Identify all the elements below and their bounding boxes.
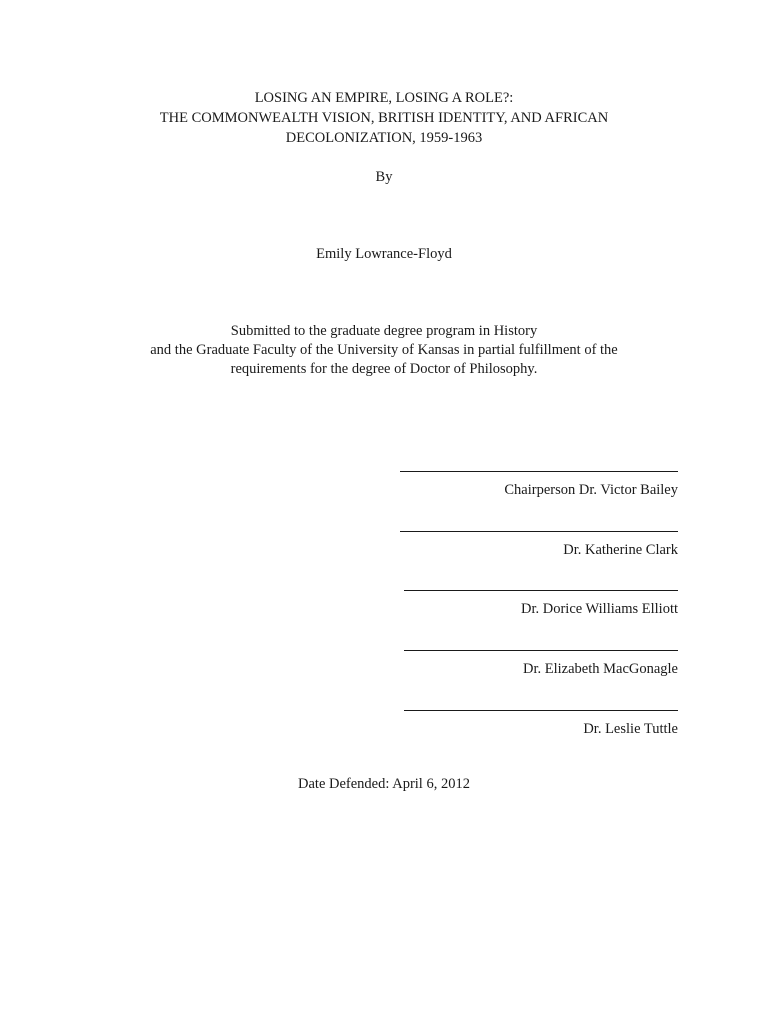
author-name: Emily Lowrance-Floyd — [316, 246, 452, 262]
submission-statement-line-3: requirements for the degree of Doctor of Philosophy. — [230, 361, 538, 377]
thesis-title-line-3: DECOLONIZATION, 1959-1963 — [285, 130, 483, 146]
committee-member-name: Dr. Dorice Williams Elliott — [520, 601, 678, 617]
signature-block-member-3 — [404, 590, 678, 619]
signature-line — [400, 471, 678, 472]
signature-block-member-2 — [400, 531, 678, 560]
thesis-title-line-2: THE COMMONWEALTH VISION, BRITISH IDENTITY, AND AFRICAN — [159, 110, 609, 126]
signature-block-chair — [400, 471, 678, 500]
by-label: By — [375, 169, 393, 185]
committee-member-name: Dr. Katherine Clark — [563, 542, 678, 558]
signature-block-member-4 — [404, 650, 678, 679]
committee-member-name: Dr. Elizabeth MacGonagle — [522, 661, 678, 677]
committee-member-name: Chairperson Dr. Victor Bailey — [504, 482, 678, 498]
signature-line — [404, 650, 678, 651]
signature-line — [404, 590, 678, 591]
signature-block-member-5 — [404, 710, 678, 739]
signature-line — [404, 710, 678, 711]
committee-member-name: Dr. Leslie Tuttle — [583, 721, 678, 737]
signature-line — [400, 531, 678, 532]
thesis-title-line-1: LOSING AN EMPIRE, LOSING A ROLE?: — [254, 90, 514, 106]
submission-statement-line-1: Submitted to the graduate degree program in History — [230, 323, 538, 339]
submission-statement-line-2: and the Graduate Faculty of the University of Kansas in partial fulfillment of the — [150, 342, 618, 358]
date-defended: Date Defended: April 6, 2012 — [298, 776, 470, 792]
